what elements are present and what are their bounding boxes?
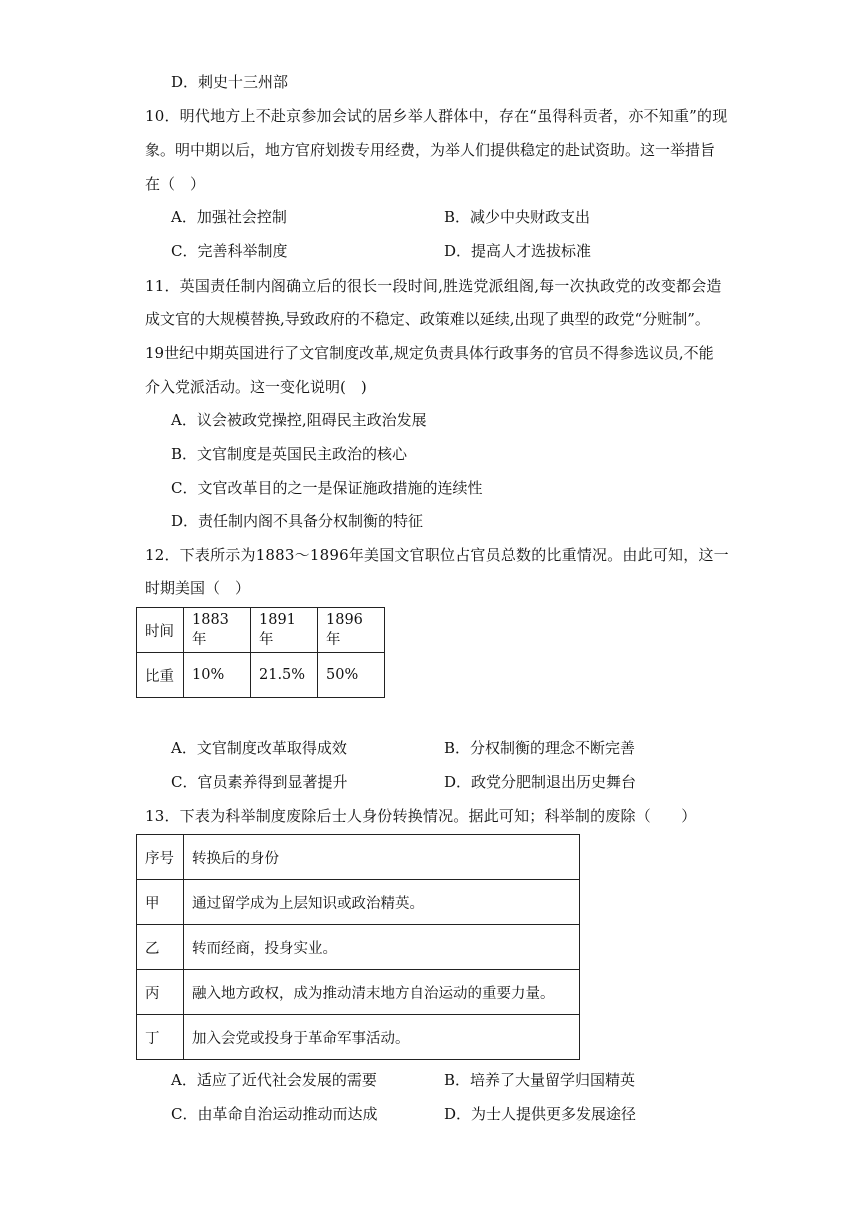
- table-cell: 21.5%: [251, 653, 318, 698]
- q10-option-a: A．加强社会控制: [171, 208, 287, 226]
- q13-stem-line-1: 13．下表为科举制度废除后士人身份转换情况。据此可知；科举制的废除（ ）: [145, 807, 697, 825]
- table-row: [137, 608, 385, 653]
- table-cell: 比重: [137, 653, 184, 698]
- table-cell: 50%: [318, 653, 385, 698]
- table-row: [137, 835, 580, 880]
- table-cell: 甲: [137, 880, 184, 925]
- q10-option-c: C．完善科举制度: [171, 242, 288, 260]
- q12-option-a: A．文官制度改革取得成效: [171, 739, 347, 757]
- q10-stem-line-2: 象。明中期以后，地方官府划拨专用经费，为举人们提供稳定的赴试资助。这一举措旨: [145, 141, 716, 159]
- table-cell: 转而经商，投身实业。: [184, 925, 580, 970]
- table-row: [137, 925, 580, 970]
- q10-option-b: B．减少中央财政支出: [444, 208, 591, 226]
- table-cell: 1883 年: [184, 608, 251, 653]
- table-cell: 1896 年: [318, 608, 385, 653]
- table-cell: 通过留学成为上层知识或政治精英。: [184, 880, 580, 925]
- q11-stem-line-4: 介入党派活动。这一变化说明( ): [145, 378, 367, 396]
- table-cell: 转换后的身份: [184, 835, 580, 880]
- q11-stem-line-1: 11．英国责任制内阁确立后的很长一段时间,胜选党派组阁,每一次执政党的改变都会造: [145, 277, 722, 295]
- q12-table: [136, 607, 385, 698]
- q10-stem-line-3: 在（ ）: [145, 175, 206, 193]
- q10-option-d: D．提高人才选拔标准: [444, 242, 592, 260]
- q11-option-d: D．责任制内阁不具备分权制衡的特征: [171, 512, 424, 530]
- table-cell: 加入会党或投身于革命军事活动。: [184, 1015, 580, 1060]
- q11-option-a: A．议会被政党操控,阻碍民主政治发展: [171, 411, 427, 429]
- q12-option-d: D．政党分肥制退出历史舞台: [444, 773, 637, 791]
- q12-option-b: B．分权制衡的理念不断完善: [444, 739, 636, 757]
- q11-stem-line-2: 成文官的大规模替换,导致政府的不稳定、政策难以延续,出现了典型的政党“分赃制”。: [145, 310, 710, 328]
- table-cell: 丁: [137, 1015, 184, 1060]
- q13-option-b: B．培养了大量留学归国精英: [444, 1071, 636, 1089]
- table-cell: 乙: [137, 925, 184, 970]
- table-cell: 序号: [137, 835, 184, 880]
- q12-stem-line-2: 时期美国（ ）: [145, 579, 251, 597]
- q12-option-c: C．官员素养得到显著提升: [171, 773, 348, 791]
- q12-stem-line-1: 12．下表所示为1883～1896年美国文官职位占官员总数的比重情况。由此可知，这一: [145, 546, 729, 564]
- q13-table: [136, 834, 580, 1060]
- table-cell: 时间: [137, 608, 184, 653]
- q13-option-c: C．由革命自治运动推动而达成: [171, 1105, 378, 1123]
- table-cell: 10%: [184, 653, 251, 698]
- table-cell: 1891 年: [251, 608, 318, 653]
- q11-stem-line-3: 19世纪中期英国进行了文官制度改革,规定负责具体行政事务的官员不得参选议员,不能: [145, 344, 714, 362]
- table-row: [137, 653, 385, 698]
- q9-option-d: D．刺史十三州部: [171, 73, 289, 91]
- q13-option-a: A．适应了近代社会发展的需要: [171, 1071, 377, 1089]
- q13-option-d: D．为士人提供更多发展途径: [444, 1105, 637, 1123]
- q10-stem-line-1: 10．明代地方上不赴京参加会试的居乡举人群体中，存在“虽得科贡者，亦不知重”的现: [145, 107, 728, 125]
- table-row: [137, 970, 580, 1015]
- table-row: [137, 880, 580, 925]
- table-cell: 丙: [137, 970, 184, 1015]
- q11-option-b: B．文官制度是英国民主政治的核心: [171, 445, 408, 463]
- table-cell: 融入地方政权，成为推动清末地方自治运动的重要力量。: [184, 970, 580, 1015]
- table-row: [137, 1015, 580, 1060]
- q11-option-c: C．文官改革目的之一是保证施政措施的连续性: [171, 479, 483, 497]
